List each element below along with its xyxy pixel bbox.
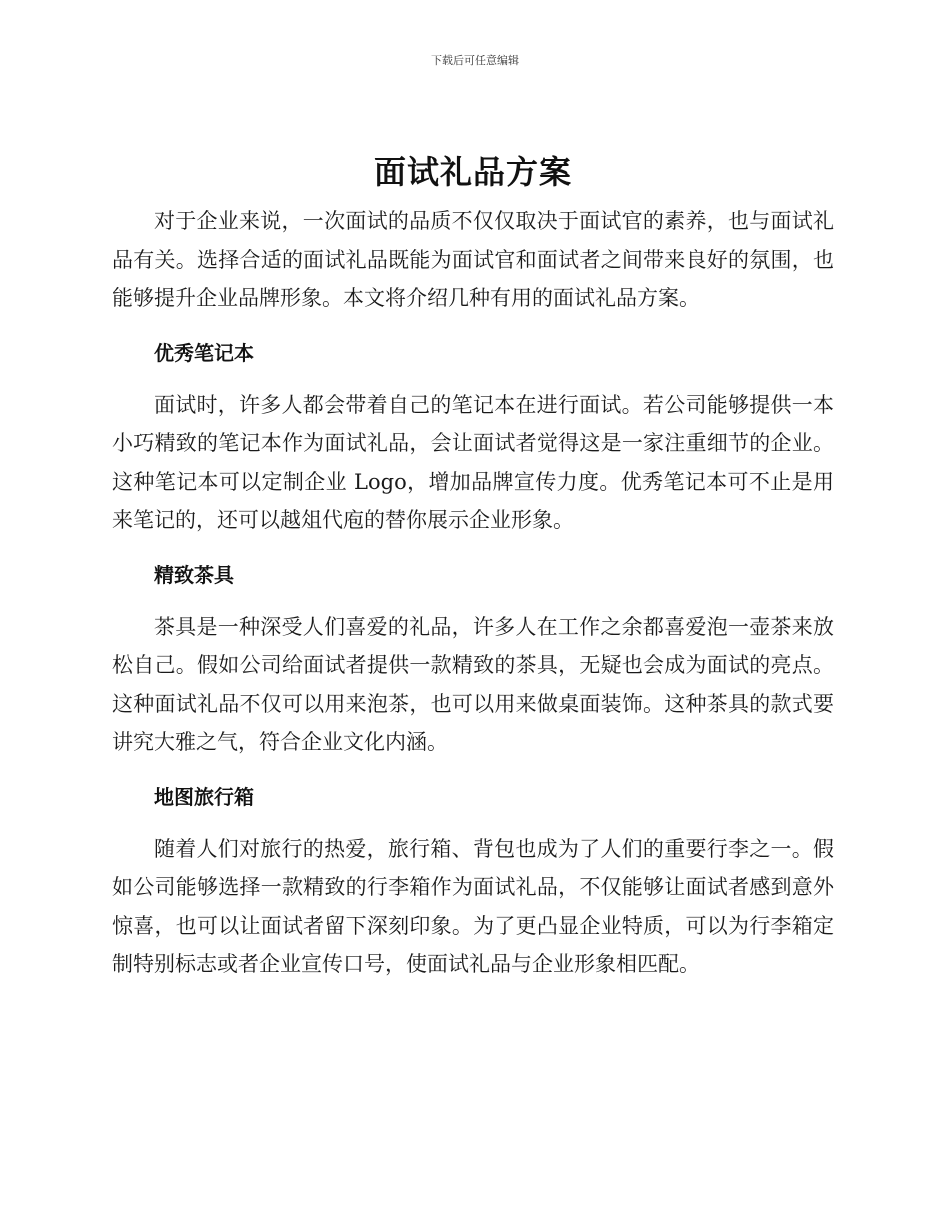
section-heading-luggage: 地图旅行箱 xyxy=(154,784,254,809)
intro-paragraph: 对于企业来说，一次面试的品质不仅仅取决于面试官的素养，也与面试礼品有关。选择合适的面试礼品既能为面试官和面试者之间带来良好的氛围，也能够提升企业品牌形象。本文将介绍几种有用的面试礼品方案。 xyxy=(112,209,834,310)
section-heading-notebook: 优秀笔记本 xyxy=(154,340,254,365)
section-heading-tea-set: 精致茶具 xyxy=(154,562,234,587)
document-body xyxy=(112,150,834,984)
section-body-luggage: 随着人们对旅行的热爱，旅行箱、背包也成为了人们的重要行李之一。假如公司能够选择一款精致的行李箱作为面试礼品，不仅能够让面试者感到意外惊喜，也可以让面试者留下深刻印象。为了更凸显企业特质，可以为行李箱定制特别标志或者企业宣传口号，使面试礼品与企业形象相匹配。 xyxy=(112,836,834,976)
header-note: 下载后可任意编辑 xyxy=(431,54,519,67)
document-title: 面试礼品方案 xyxy=(373,153,572,191)
section-body-notebook: 面试时，许多人都会带着自己的笔记本在进行面试。若公司能够提供一本小巧精致的笔记本作为面试礼品，会让面试者觉得这是一家注重细节的企业。这种笔记本可以定制企业 Logo，增加品牌宣传力度。优秀笔记本可不止是用来笔记的，还可以越俎代庖的替你展示企业形象。 xyxy=(112,392,834,532)
section-body-tea-set: 茶具是一种深受人们喜爱的礼品，许多人在工作之余都喜爱泡一壶茶来放松自己。假如公司给面试者提供一款精致的茶具，无疑也会成为面试的亮点。这种面试礼品不仅可以用来泡茶，也可以用来做桌面装饰。这种茶具的款式要讲究大雅之气，符合企业文化内涵。 xyxy=(112,614,834,754)
